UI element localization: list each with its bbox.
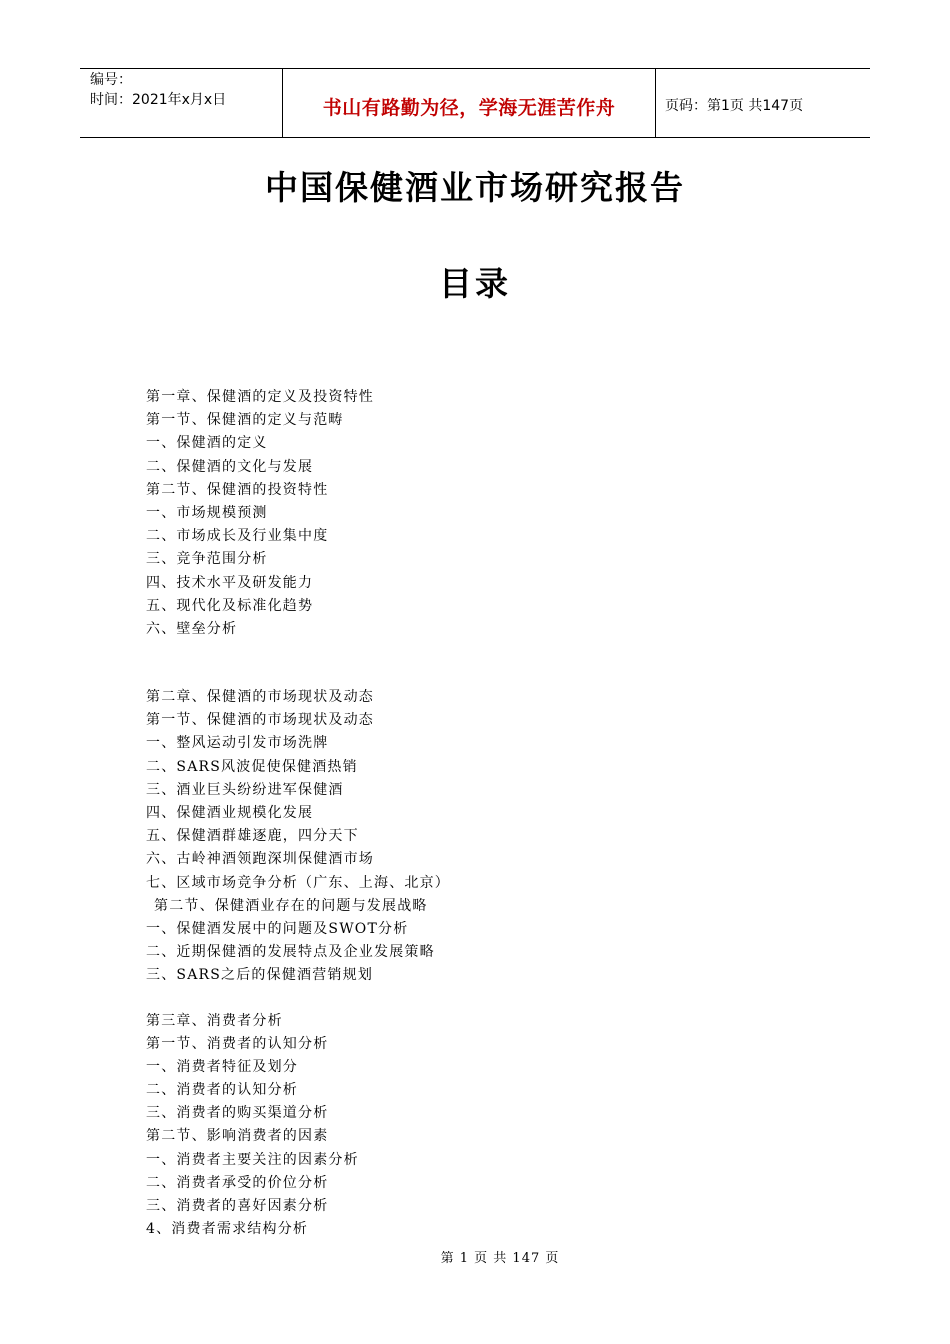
toc-entry: 一、保健酒发展中的问题及SWOT分析 [146, 920, 409, 937]
toc-entry: 第三章、消费者分析 [146, 1012, 283, 1029]
toc-entry: 第二节、保健酒业存在的问题与发展战略 [154, 897, 428, 914]
toc-entry: 四、技术水平及研发能力 [146, 574, 314, 591]
toc-chapter-1 [146, 386, 786, 641]
header-left-cell [80, 69, 282, 137]
toc-entry: 第一章、保健酒的定义及投资特性 [146, 389, 374, 405]
header-motto: 书山有路勤为径，学海无涯苦作舟 [322, 97, 616, 119]
toc-entry: 五、保健酒群雄逐鹿，四分天下 [146, 828, 359, 845]
toc-entry: 第一节、保健酒的市场现状及动态 [146, 712, 374, 729]
toc-entry: 三、SARS之后的保健酒营销规划 [146, 967, 374, 984]
toc-entry: 一、消费者主要关注的因素分析 [146, 1151, 359, 1168]
toc-entry: 4、消费者需求结构分析 [146, 1221, 309, 1238]
toc-entry: 三、消费者的购买渠道分析 [146, 1105, 329, 1122]
toc-entry: 三、竞争范围分析 [146, 551, 268, 568]
toc-entry: 二、保健酒的文化与发展 [146, 458, 314, 475]
date-label: 时间：2021年x月x日 [90, 92, 227, 108]
toc-entry: 二、市场成长及行业集中度 [146, 528, 329, 545]
toc-chapter-3 [146, 1010, 786, 1242]
toc-entry: 三、消费者的喜好因素分析 [146, 1198, 329, 1214]
toc-heading: 目录 [439, 264, 511, 303]
toc-entry: 第一节、消费者的认知分析 [146, 1035, 329, 1052]
document-title: 中国保健酒业市场研究报告 [265, 168, 685, 207]
toc-entry: 一、保健酒的定义 [146, 435, 268, 452]
header-middle-cell [282, 69, 656, 137]
toc-entry: 二、消费者承受的价位分析 [146, 1174, 329, 1191]
table-of-contents [146, 386, 786, 1241]
header-right-cell [655, 69, 870, 137]
toc-entry: 二、近期保健酒的发展特点及企业发展策略 [146, 944, 435, 961]
page-footer: 第 1 页 共 147 页 [440, 1251, 560, 1266]
page-header [80, 68, 870, 138]
toc-entry: 一、消费者特征及划分 [146, 1058, 298, 1075]
toc-entry: 一、整风运动引发市场洗牌 [146, 735, 329, 752]
toc-entry: 五、现代化及标准化趋势 [146, 597, 314, 614]
toc-entry: 六、壁垒分析 [146, 620, 238, 637]
toc-entry: 二、消费者的认知分析 [146, 1082, 298, 1099]
toc-entry: 第二节、保健酒的投资特性 [146, 481, 329, 498]
toc-entry: 六、古岭神酒领跑深圳保健酒市场 [146, 851, 374, 868]
toc-spacer [146, 988, 786, 1010]
toc-entry: 七、区域市场竞争分析（广东、上海、北京） [146, 874, 450, 891]
toc-spacer [146, 641, 786, 686]
toc-entry: 第二节、影响消费者的因素 [146, 1128, 329, 1145]
toc-entry: 二、SARS风波促使保健酒热销 [146, 758, 358, 775]
toc-entry: 第二章、保健酒的市场现状及动态 [146, 689, 374, 706]
toc-chapter-2 [146, 686, 786, 987]
toc-entry: 三、酒业巨头纷纷进军保健酒 [146, 781, 344, 798]
header-page-info: 页码：第1页 共147页 [665, 98, 804, 114]
toc-entry: 四、保健酒业规模化发展 [146, 805, 314, 821]
toc-entry: 第一节、保健酒的定义与范畴 [146, 412, 344, 429]
toc-entry: 一、市场规模预测 [146, 504, 268, 521]
number-label: 编号： [90, 72, 132, 88]
